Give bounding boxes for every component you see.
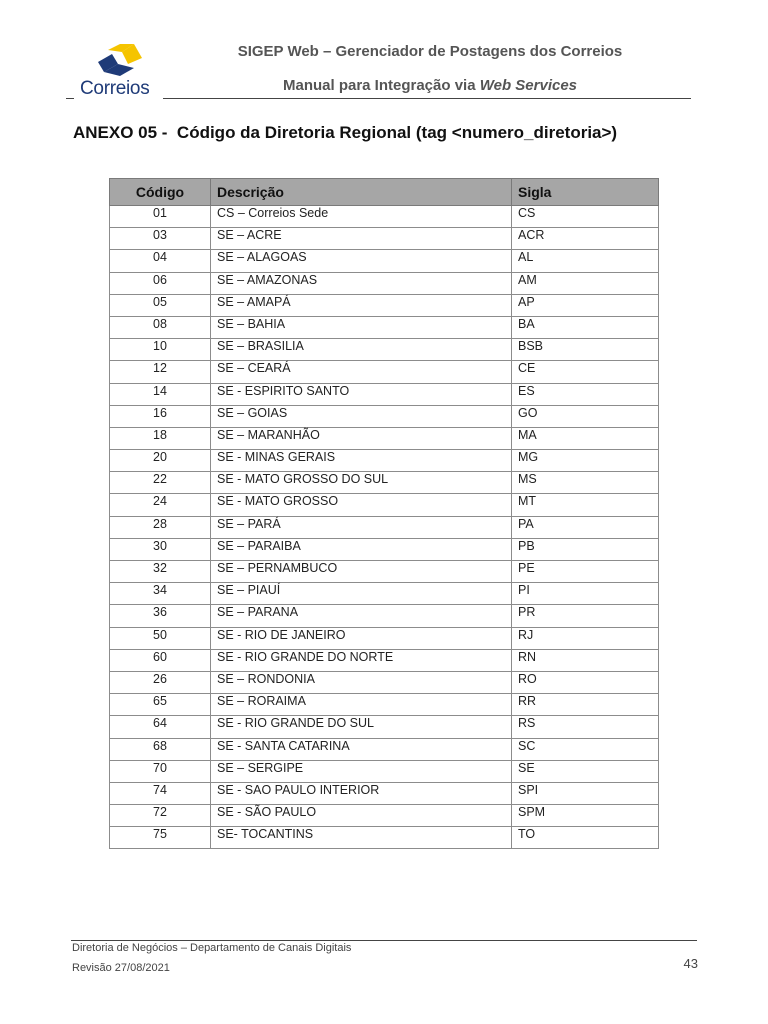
- column-header-description: Descrição: [211, 179, 512, 206]
- document-subtitle: [170, 77, 690, 94]
- cell-abbreviation: RR: [512, 694, 659, 716]
- cell-code: 68: [110, 738, 211, 760]
- cell-abbreviation: AP: [512, 294, 659, 316]
- cell-abbreviation: SC: [512, 738, 659, 760]
- table-row: [110, 760, 659, 782]
- column-header-abbreviation: Sigla: [512, 179, 659, 206]
- cell-abbreviation: AM: [512, 272, 659, 294]
- table-row: [110, 627, 659, 649]
- table-row: [110, 516, 659, 538]
- cell-description: SE – BAHIA: [211, 316, 512, 338]
- cell-code: 18: [110, 427, 211, 449]
- cell-abbreviation: PE: [512, 561, 659, 583]
- cell-code: 70: [110, 760, 211, 782]
- page-number: 43: [683, 956, 698, 971]
- cell-description: SE – ACRE: [211, 228, 512, 250]
- cell-code: 65: [110, 694, 211, 716]
- table-row: [110, 827, 659, 849]
- footer-revision: Revisão 27/08/2021: [72, 962, 170, 974]
- table-row: [110, 316, 659, 338]
- table-row: [110, 206, 659, 228]
- cell-description: SE – PARAIBA: [211, 538, 512, 560]
- correios-logo: [80, 44, 160, 100]
- cell-abbreviation: ACR: [512, 228, 659, 250]
- table-row: [110, 427, 659, 449]
- subtitle-text: Manual para Integração via: [282, 77, 480, 94]
- cell-abbreviation: RJ: [512, 627, 659, 649]
- subtitle-emphasis: Web Services: [479, 77, 578, 94]
- table-row: [110, 694, 659, 716]
- cell-abbreviation: SPM: [512, 805, 659, 827]
- cell-abbreviation: RN: [512, 649, 659, 671]
- cell-description: SE – PERNAMBUCO: [211, 561, 512, 583]
- table-row: [110, 738, 659, 760]
- cell-code: 08: [110, 316, 211, 338]
- cell-code: 74: [110, 782, 211, 804]
- cell-code: 14: [110, 383, 211, 405]
- regional-codes-table: [109, 178, 659, 849]
- cell-code: 75: [110, 827, 211, 849]
- cell-abbreviation: MS: [512, 472, 659, 494]
- cell-abbreviation: SE: [512, 760, 659, 782]
- table-row: [110, 361, 659, 383]
- table-row: [110, 250, 659, 272]
- cell-code: 64: [110, 716, 211, 738]
- cell-description: SE – MARANHÃO: [211, 427, 512, 449]
- cell-abbreviation: RO: [512, 671, 659, 693]
- table-row: [110, 605, 659, 627]
- cell-code: 22: [110, 472, 211, 494]
- cell-description: SE - SÃO PAULO: [211, 805, 512, 827]
- cell-description: SE – GOIAS: [211, 405, 512, 427]
- cell-code: 06: [110, 272, 211, 294]
- cell-abbreviation: MG: [512, 450, 659, 472]
- cell-abbreviation: AL: [512, 250, 659, 272]
- table-row: [110, 538, 659, 560]
- header-tick: [66, 98, 74, 99]
- cell-abbreviation: MA: [512, 427, 659, 449]
- cell-code: 01: [110, 206, 211, 228]
- cell-code: 12: [110, 361, 211, 383]
- correios-logo-icon: [94, 44, 142, 78]
- cell-description: SE - MINAS GERAIS: [211, 450, 512, 472]
- cell-code: 20: [110, 450, 211, 472]
- cell-code: 26: [110, 671, 211, 693]
- cell-description: SE - SAO PAULO INTERIOR: [211, 782, 512, 804]
- cell-description: CS – Correios Sede: [211, 206, 512, 228]
- cell-code: 30: [110, 538, 211, 560]
- cell-abbreviation: CE: [512, 361, 659, 383]
- cell-abbreviation: RS: [512, 716, 659, 738]
- cell-description: SE - ESPIRITO SANTO: [211, 383, 512, 405]
- table-row: [110, 494, 659, 516]
- cell-description: SE – PARANA: [211, 605, 512, 627]
- cell-description: SE – PIAUÍ: [211, 583, 512, 605]
- cell-abbreviation: PI: [512, 583, 659, 605]
- table-row: [110, 339, 659, 361]
- table-row: [110, 716, 659, 738]
- cell-code: 34: [110, 583, 211, 605]
- table-row: [110, 472, 659, 494]
- cell-abbreviation: CS: [512, 206, 659, 228]
- cell-description: SE – RORAIMA: [211, 694, 512, 716]
- cell-description: SE - RIO DE JANEIRO: [211, 627, 512, 649]
- cell-code: 36: [110, 605, 211, 627]
- cell-description: SE - SANTA CATARINA: [211, 738, 512, 760]
- table-header-row: [110, 179, 659, 206]
- cell-description: SE – PARÁ: [211, 516, 512, 538]
- cell-description: SE - RIO GRANDE DO NORTE: [211, 649, 512, 671]
- cell-description: SE – ALAGOAS: [211, 250, 512, 272]
- cell-code: 10: [110, 339, 211, 361]
- logo-wordmark: Correios: [80, 78, 150, 99]
- cell-code: 24: [110, 494, 211, 516]
- annex-heading: ANEXO 05 - Código da Diretoria Regional (tag <numero_diretoria>): [73, 123, 618, 142]
- document-title: SIGEP Web – Gerenciador de Postagens dos Correios: [237, 43, 623, 60]
- cell-abbreviation: MT: [512, 494, 659, 516]
- table-row: [110, 272, 659, 294]
- cell-abbreviation: TO: [512, 827, 659, 849]
- cell-abbreviation: GO: [512, 405, 659, 427]
- cell-description: SE – BRASILIA: [211, 339, 512, 361]
- cell-description: SE – RONDONIA: [211, 671, 512, 693]
- cell-code: 32: [110, 561, 211, 583]
- table-row: [110, 383, 659, 405]
- table-row: [110, 583, 659, 605]
- cell-code: 50: [110, 627, 211, 649]
- cell-code: 05: [110, 294, 211, 316]
- cell-abbreviation: PA: [512, 516, 659, 538]
- cell-code: 04: [110, 250, 211, 272]
- table-row: [110, 228, 659, 250]
- table-row: [110, 649, 659, 671]
- cell-abbreviation: ES: [512, 383, 659, 405]
- cell-abbreviation: PB: [512, 538, 659, 560]
- cell-abbreviation: BA: [512, 316, 659, 338]
- cell-abbreviation: SPI: [512, 782, 659, 804]
- cell-abbreviation: BSB: [512, 339, 659, 361]
- footer-divider: [71, 940, 697, 941]
- column-header-code: Código: [110, 179, 211, 206]
- cell-code: 16: [110, 405, 211, 427]
- cell-code: 28: [110, 516, 211, 538]
- cell-description: SE – AMAPÁ: [211, 294, 512, 316]
- table-row: [110, 450, 659, 472]
- footer-department: Diretoria de Negócios – Departamento de Canais Digitais: [72, 942, 352, 954]
- cell-description: SE - RIO GRANDE DO SUL: [211, 716, 512, 738]
- table-row: [110, 561, 659, 583]
- cell-code: 03: [110, 228, 211, 250]
- cell-description: SE – SERGIPE: [211, 760, 512, 782]
- cell-description: SE- TOCANTINS: [211, 827, 512, 849]
- cell-description: SE – AMAZONAS: [211, 272, 512, 294]
- table-row: [110, 671, 659, 693]
- table-row: [110, 782, 659, 804]
- cell-code: 72: [110, 805, 211, 827]
- cell-description: SE - MATO GROSSO DO SUL: [211, 472, 512, 494]
- table-row: [110, 805, 659, 827]
- header-divider: [163, 98, 691, 99]
- table-row: [110, 405, 659, 427]
- cell-code: 60: [110, 649, 211, 671]
- table-row: [110, 294, 659, 316]
- cell-abbreviation: PR: [512, 605, 659, 627]
- table-body: [110, 206, 659, 849]
- cell-description: SE - MATO GROSSO: [211, 494, 512, 516]
- cell-description: SE – CEARÁ: [211, 361, 512, 383]
